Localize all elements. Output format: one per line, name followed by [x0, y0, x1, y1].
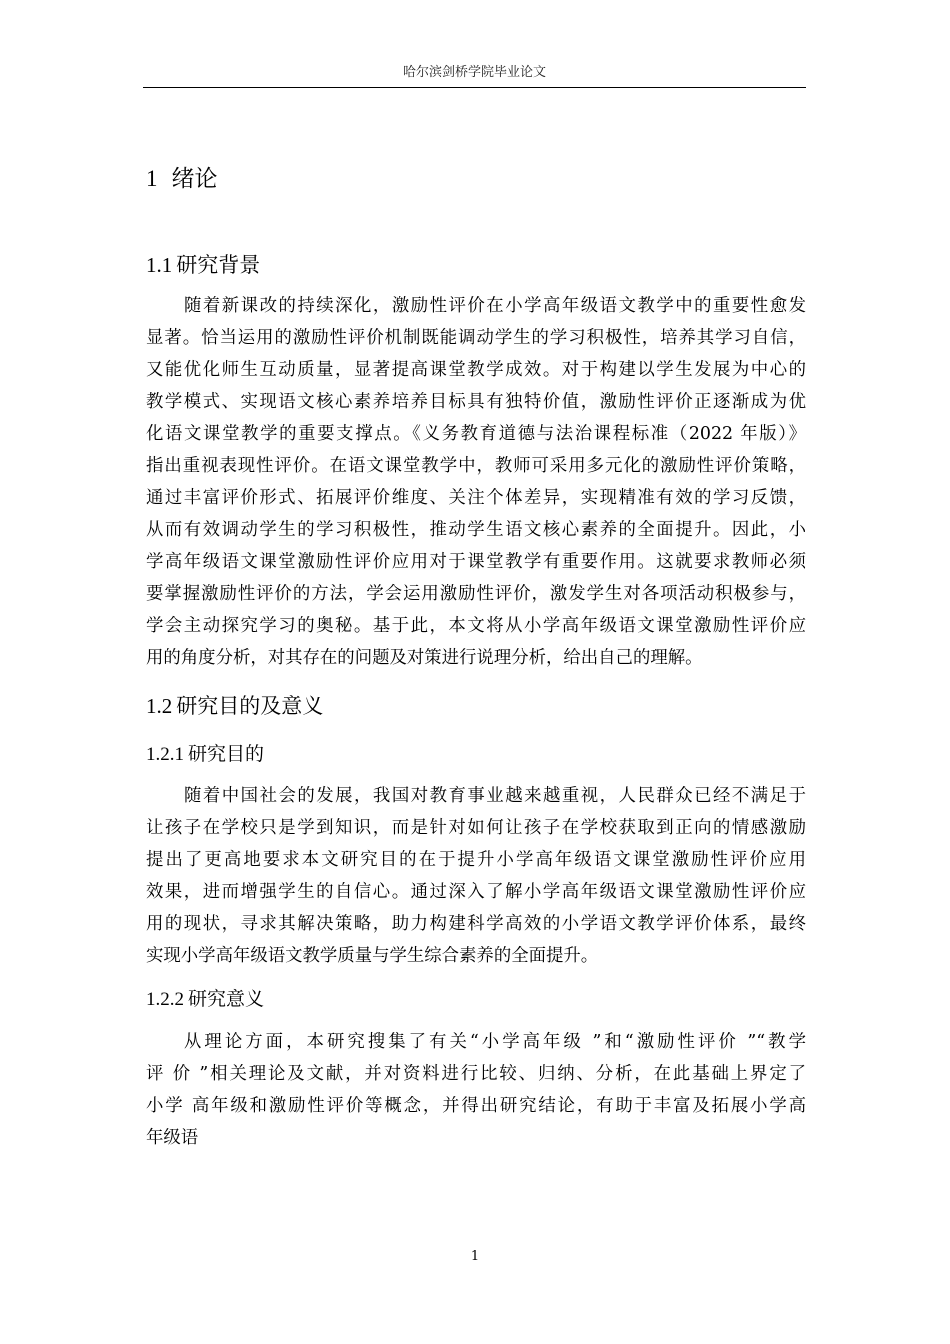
- section-number: 1.1: [146, 253, 173, 277]
- chapter-title: 绪论: [171, 166, 218, 192]
- section-heading-1-2: [146, 690, 323, 722]
- paragraph-line: 小学 高年级和激励性评价等概念，并得出研究结论，有助于丰富及拓展小学高: [146, 1096, 806, 1116]
- chapter-number: 1: [146, 166, 158, 191]
- paragraph-line: 化语文课堂教学的重要支撑点。《义务教育道德与法治课程标准（2022 年版）》: [146, 424, 806, 444]
- subsection-heading-1-2-1: [146, 739, 264, 770]
- paragraph-line: 实现小学高年级语文教学质量与学生综合素养的全面提升。: [146, 946, 599, 966]
- paragraph-line: 让孩子在学校只是学到知识，而是针对如何让孩子在学校获取到正向的情感激励: [146, 818, 806, 838]
- section-title: 研究目的及意义: [176, 694, 324, 718]
- paragraph-line: 通过丰富评价形式、拓展评价维度、关注个体差异，实现精准有效的学习反馈，: [146, 488, 806, 508]
- paragraph-line: 效果，进而增强学生的自信心。通过深入了解小学高年级语文课堂激励性评价应: [146, 882, 806, 902]
- paragraph-line: 随着新课改的持续深化，激励性评价在小学高年级语文教学中的重要性愈发: [184, 296, 806, 316]
- paragraph-line: 指出重视表现性评价。在语文课堂教学中，教师可采用多元化的激励性评价策略，: [146, 456, 806, 476]
- paragraph-line: 从而有效调动学生的学习积极性，推动学生语文核心素养的全面提升。因此，小: [146, 520, 806, 540]
- header-rule: [143, 87, 806, 88]
- section-heading-1-1: [146, 249, 260, 281]
- chapter-heading: [146, 162, 218, 196]
- paragraph-line: 从理论方面，本研究搜集了有关“小学高年级 ”和“激励性评价 ”“教学: [184, 1032, 806, 1052]
- paragraph-line: 显著。恰当运用的激励性评价机制既能调动学生的学习积极性，培养其学习自信，: [146, 328, 806, 348]
- paragraph-line: 年级语: [146, 1128, 199, 1148]
- paragraph-research-significance: [146, 1026, 806, 1154]
- subsection-number: 1.2.1: [146, 744, 184, 765]
- section-number: 1.2: [146, 694, 173, 718]
- running-header: 哈尔滨剑桥学院毕业论文: [402, 65, 546, 80]
- paragraph-line: 又能优化师生互动质量，显著提高课堂教学成效。对于构建以学生发展为中心的: [146, 360, 806, 380]
- paragraph-research-purpose: [146, 780, 806, 972]
- subsection-title: 研究目的: [188, 743, 265, 765]
- paragraph-line: 学会主动探究学习的奥秘。基于此，本文将从小学高年级语文课堂激励性评价应: [146, 616, 806, 636]
- page-number: 1: [470, 1249, 480, 1264]
- subsection-heading-1-2-2: [146, 984, 264, 1015]
- paragraph-line: 用的现状，寻求其解决策略，助力构建科学高效的小学语文教学评价体系，最终: [146, 914, 806, 934]
- paragraph-line: 提出了更高地要求本文研究目的在于提升小学高年级语文课堂激励性评价应用: [146, 850, 806, 870]
- subsection-title: 研究意义: [188, 988, 265, 1010]
- paragraph-line: 学高年级语文课堂激励性评价应用对于课堂教学有重要作用。这就要求教师必须: [146, 552, 806, 572]
- paragraph-line: 要掌握激励性评价的方法，学会运用激励性评价，激发学生对各项活动积极参与，: [146, 584, 806, 604]
- paragraph-line: 用的角度分析，对其存在的问题及对策进行说理分析，给出自己的理解。: [146, 648, 703, 668]
- paragraph-line: 评 价 ”相关理论及文献，并对资料进行比较、归纳、分析，在此基础上界定了: [146, 1064, 806, 1084]
- subsection-number: 1.2.2: [146, 989, 184, 1010]
- paragraph-line: 随着中国社会的发展，我国对教育事业越来越重视，人民群众已经不满足于: [184, 786, 806, 806]
- paragraph-line: 教学模式、实现语文核心素养培养目标具有独特价值，激励性评价正逐渐成为优: [146, 392, 806, 412]
- section-title: 研究背景: [176, 253, 261, 277]
- paragraph-research-background: [146, 290, 806, 674]
